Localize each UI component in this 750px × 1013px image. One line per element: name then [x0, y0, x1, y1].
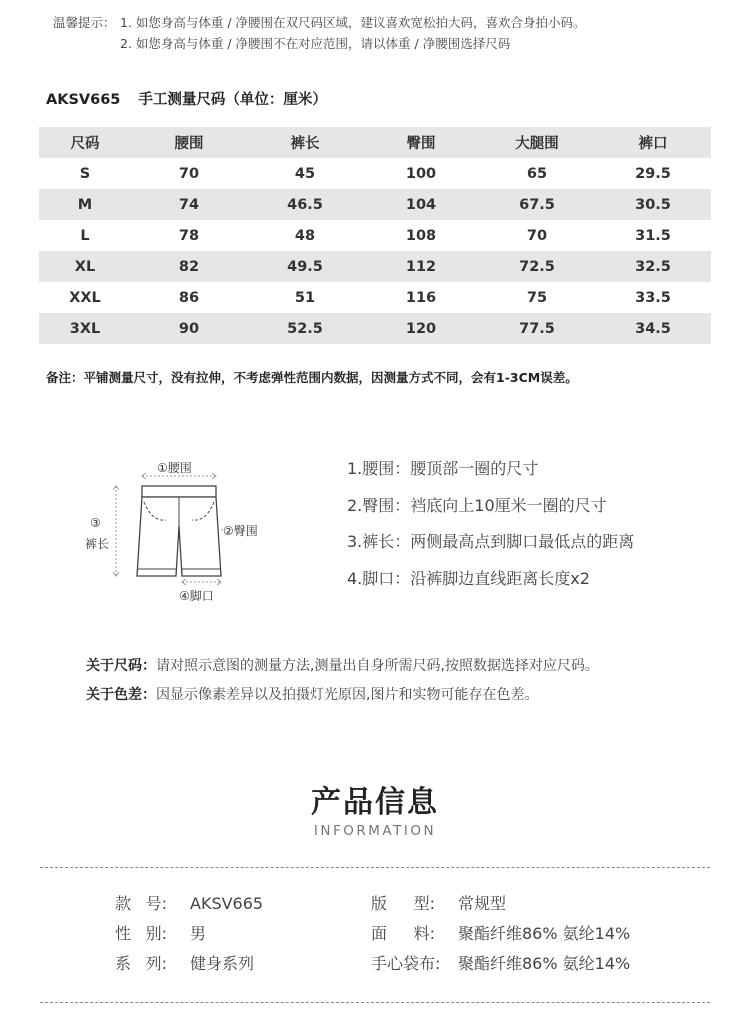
- measure-item: [347, 456, 634, 493]
- cell: 82: [178, 258, 200, 275]
- cell: 30.5: [635, 196, 671, 213]
- info-row-pocket-lining: [371, 953, 630, 983]
- cell: 70: [526, 227, 548, 244]
- info-right-column: [371, 893, 630, 983]
- cell: L: [80, 227, 90, 244]
- cell: 65: [526, 165, 548, 182]
- header-hip: 臀围: [406, 136, 436, 152]
- cell: 32.5: [635, 258, 671, 275]
- cell: 3XL: [69, 320, 101, 337]
- tips-line-1: 1. 如您身高与体重 / 净腰围在双尺码区域，建议喜欢宽松拍大码，喜欢合身拍小码。: [120, 15, 586, 30]
- about-size-text: 请对照示意图的测量方法,测量出自身所需尺码,按照数据选择对应尺码。: [156, 658, 599, 674]
- measurement-note: 备注：平铺测量尺寸，没有拉伸，不考虑弹性范围内数据，因测量方式不同，会有1-3CM误差。: [46, 370, 578, 385]
- cell: 120: [405, 320, 437, 337]
- divider-top: [40, 867, 710, 868]
- tips-label: 温馨提示：: [53, 15, 116, 30]
- measure-key: 4.脚口：: [347, 568, 411, 588]
- cell: 78: [178, 227, 200, 244]
- header-waist: 腰围: [174, 136, 204, 152]
- measure-desc: 沿裤脚边直线距离长度x2: [410, 568, 590, 588]
- size-table-header: [39, 127, 711, 158]
- measure-item: [347, 566, 634, 603]
- info-row-fit: 版 型: 常规型: [371, 894, 507, 913]
- table-row: [39, 282, 711, 313]
- product-code: AKSV665: [46, 92, 121, 108]
- diagram-label-length-num: ③: [90, 516, 101, 530]
- cell: 75: [526, 289, 548, 306]
- cell: 49.5: [287, 258, 323, 275]
- tips-line-2: 2. 如您身高与体重 / 净腰围不在对应范围，请以体重 / 净腰围选择尺码: [120, 36, 511, 51]
- diagram-label-length: 裤长: [85, 537, 110, 551]
- info-row-series: 系 列: 健身系列: [115, 954, 255, 973]
- info-title: 产品信息: [311, 785, 439, 820]
- cell: 31.5: [635, 227, 671, 244]
- info-row-fabric: 面 料: 聚酯纤维86% 氨纶14%: [371, 924, 631, 943]
- cell: XXL: [69, 289, 101, 306]
- measurement-definitions: [347, 456, 634, 602]
- header-length: 裤长: [290, 136, 320, 152]
- diagram-label-waist: ①腰围: [157, 461, 192, 475]
- cell: 72.5: [519, 258, 555, 275]
- measure-desc: 腰顶部一圈的尺寸: [410, 459, 539, 478]
- cell: 100: [405, 165, 437, 182]
- info-value: 常规型: [458, 894, 507, 913]
- cell: S: [79, 165, 91, 182]
- diagram-label-hem: ④脚口: [179, 589, 214, 603]
- cell: 51: [294, 289, 316, 306]
- info-value: 男: [190, 924, 207, 943]
- header-hem: 裤口: [638, 136, 668, 152]
- about-color-text: 因显示像素差异以及拍摄灯光原因,图片和实物可能存在色差。: [156, 687, 539, 703]
- info-left-column: [115, 893, 263, 983]
- info-value: 健身系列: [190, 954, 255, 973]
- table-row: [39, 313, 711, 344]
- about-color-label: 关于色差：: [86, 687, 156, 703]
- info-row-style-no: 款 号: AKSV665: [115, 894, 264, 913]
- table-row: [39, 189, 711, 220]
- size-table: [39, 127, 711, 344]
- cell: 112: [405, 258, 437, 275]
- info-value: 聚酯纤维86% 氨纶14%: [458, 954, 631, 973]
- info-row-gender: 性 别: 男: [115, 924, 207, 943]
- measure-desc: 裆底向上10厘米一圈的尺寸: [410, 495, 607, 515]
- cell: 34.5: [635, 320, 671, 337]
- measure-key: 1.腰围：: [347, 459, 411, 478]
- cell: 67.5: [519, 196, 555, 213]
- info-subtitle: INFORMATION: [313, 823, 437, 839]
- measure-key: 3.裤长：: [347, 532, 411, 551]
- cell: 70: [178, 165, 200, 182]
- info-value: AKSV665: [190, 894, 264, 913]
- cell: 46.5: [287, 196, 323, 213]
- cell: 108: [405, 227, 437, 244]
- info-key: 手心袋布:: [371, 954, 441, 973]
- table-row: [39, 220, 711, 251]
- cell: M: [77, 196, 93, 213]
- size-chart-heading: 手工测量尺码（单位：厘米）: [138, 92, 327, 108]
- cell: 45: [294, 165, 316, 182]
- cell: 90: [178, 320, 200, 337]
- about-notes: [86, 652, 599, 710]
- header-thigh: 大腿围: [515, 136, 559, 152]
- cell: 33.5: [635, 289, 671, 306]
- shorts-measurement-diagram: [80, 452, 280, 612]
- cell: 116: [405, 289, 437, 306]
- info-value: 聚酯纤维86% 氨纶14%: [458, 924, 631, 943]
- measure-desc: 两侧最高点到脚口最低点的距离: [410, 532, 635, 551]
- size-chart-title: [46, 88, 327, 109]
- measure-item: [347, 529, 634, 566]
- cell: 29.5: [635, 165, 671, 182]
- tips-block: [53, 12, 586, 54]
- cell: 48: [294, 227, 316, 244]
- about-size-label: 关于尺码：: [86, 658, 156, 674]
- cell: 104: [405, 196, 437, 213]
- table-row: [39, 251, 711, 282]
- cell: XL: [74, 258, 96, 275]
- table-row: [39, 158, 711, 189]
- divider-bottom: [40, 1002, 710, 1003]
- cell: 86: [178, 289, 200, 306]
- cell: 52.5: [287, 320, 323, 337]
- measure-key: 2.臀围：: [347, 495, 411, 515]
- cell: 74: [178, 196, 200, 213]
- cell: 77.5: [519, 320, 555, 337]
- header-size: 尺码: [70, 136, 100, 152]
- measure-item: [347, 493, 634, 530]
- diagram-label-hip: ②臀围: [223, 524, 258, 538]
